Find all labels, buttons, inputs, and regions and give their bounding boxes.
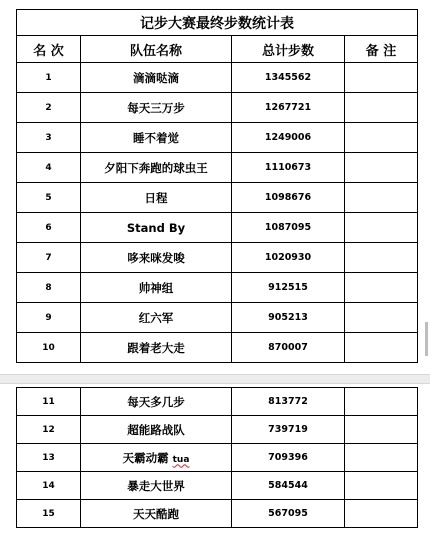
steps-cell: 567095 <box>232 500 345 528</box>
team-cell <box>81 153 232 183</box>
steps-cell: 905213 <box>232 303 345 333</box>
team-name: 天天酷跑 <box>133 506 179 521</box>
notes-cell <box>345 500 418 528</box>
table-row <box>17 153 418 183</box>
team-cell <box>81 472 232 500</box>
team-name: 每天三万步 <box>127 100 185 115</box>
rank-cell: 10 <box>17 333 81 363</box>
team-cell <box>81 123 232 153</box>
rank-cell: 4 <box>17 153 81 183</box>
team-cell <box>81 333 232 363</box>
table-row <box>17 416 418 444</box>
steps-table-page-1 <box>16 9 418 363</box>
steps-cell: 1345562 <box>232 63 345 93</box>
notes-cell <box>345 243 418 273</box>
notes-cell <box>345 123 418 153</box>
notes-cell <box>345 213 418 243</box>
steps-cell: 1020930 <box>232 243 345 273</box>
team-name: 天霸动霸 <box>122 450 169 465</box>
rank-cell: 9 <box>17 303 81 333</box>
team-name: 日程 <box>144 190 168 205</box>
team-name: 暴走大世界 <box>127 478 185 493</box>
notes-cell <box>345 183 418 213</box>
table-row <box>17 500 418 528</box>
header-notes: 备 注 <box>345 36 418 63</box>
steps-cell: 584544 <box>232 472 345 500</box>
rank-cell: 14 <box>17 472 81 500</box>
team-name: 哆来咪发唆 <box>127 250 185 265</box>
steps-cell: 1098676 <box>232 183 345 213</box>
table-row <box>17 388 418 416</box>
header-row <box>17 36 418 63</box>
notes-cell <box>345 273 418 303</box>
notes-cell <box>345 416 418 444</box>
notes-cell <box>345 303 418 333</box>
table-row <box>17 123 418 153</box>
notes-cell <box>345 388 418 416</box>
team-cell <box>81 213 232 243</box>
steps-cell: 739719 <box>232 416 345 444</box>
notes-cell <box>345 444 418 472</box>
team-cell <box>81 243 232 273</box>
team-cell <box>81 444 232 472</box>
steps-cell: 870007 <box>232 333 345 363</box>
steps-cell: 813772 <box>232 388 345 416</box>
rank-cell: 15 <box>17 500 81 528</box>
notes-cell <box>345 472 418 500</box>
steps-cell: 1249006 <box>232 123 345 153</box>
team-cell <box>81 303 232 333</box>
title-row <box>17 10 418 36</box>
team-name: Stand By <box>126 220 186 235</box>
rank-cell: 1 <box>17 63 81 93</box>
rank-cell: 3 <box>17 123 81 153</box>
header-team: 队伍名称 <box>81 36 232 63</box>
team-name: 红六军 <box>138 310 174 325</box>
team-name: 夕阳下奔跑的球虫王 <box>104 160 208 175</box>
rank-cell: 8 <box>17 273 81 303</box>
steps-cell: 1110673 <box>232 153 345 183</box>
team-cell <box>81 63 232 93</box>
steps-cell: 1087095 <box>232 213 345 243</box>
notes-cell <box>345 333 418 363</box>
table-title: 记步大赛最终步数统计表 <box>17 10 418 36</box>
rank-cell: 12 <box>17 416 81 444</box>
team-cell <box>81 273 232 303</box>
table-row <box>17 243 418 273</box>
steps-cell: 1267721 <box>232 93 345 123</box>
rank-cell: 13 <box>17 444 81 472</box>
notes-cell <box>345 93 418 123</box>
team-name: 滴滴哒滴 <box>133 70 179 85</box>
team-cell <box>81 388 232 416</box>
team-cell <box>81 500 232 528</box>
table-row <box>17 444 418 472</box>
page-break <box>0 374 430 384</box>
table-row <box>17 183 418 213</box>
team-name: 每天多几步 <box>127 394 185 409</box>
rank-cell: 6 <box>17 213 81 243</box>
table-row <box>17 472 418 500</box>
team-cell <box>81 183 232 213</box>
team-name: 睡不着觉 <box>133 130 179 145</box>
team-name: 超能路战队 <box>127 422 185 437</box>
team-cell <box>81 416 232 444</box>
table-row <box>17 213 418 243</box>
table-row <box>17 93 418 123</box>
table-row <box>17 333 418 363</box>
team-name: 跟着老大走 <box>127 340 185 355</box>
rank-cell: 7 <box>17 243 81 273</box>
steps-table-page-2 <box>16 387 418 528</box>
team-cell <box>81 93 232 123</box>
header-steps: 总计步数 <box>232 36 345 63</box>
steps-cell: 912515 <box>232 273 345 303</box>
table-row <box>17 303 418 333</box>
rank-cell: 11 <box>17 388 81 416</box>
header-rank: 名 次 <box>17 36 81 63</box>
rank-cell: 2 <box>17 93 81 123</box>
notes-cell <box>345 63 418 93</box>
table-row <box>17 63 418 93</box>
rank-cell: 5 <box>17 183 81 213</box>
scrollbar-thumb[interactable] <box>425 322 428 356</box>
team-name: 帅神组 <box>138 280 174 295</box>
team-name-suffix: tua <box>172 454 190 465</box>
notes-cell <box>345 153 418 183</box>
table-row <box>17 273 418 303</box>
steps-cell: 709396 <box>232 444 345 472</box>
